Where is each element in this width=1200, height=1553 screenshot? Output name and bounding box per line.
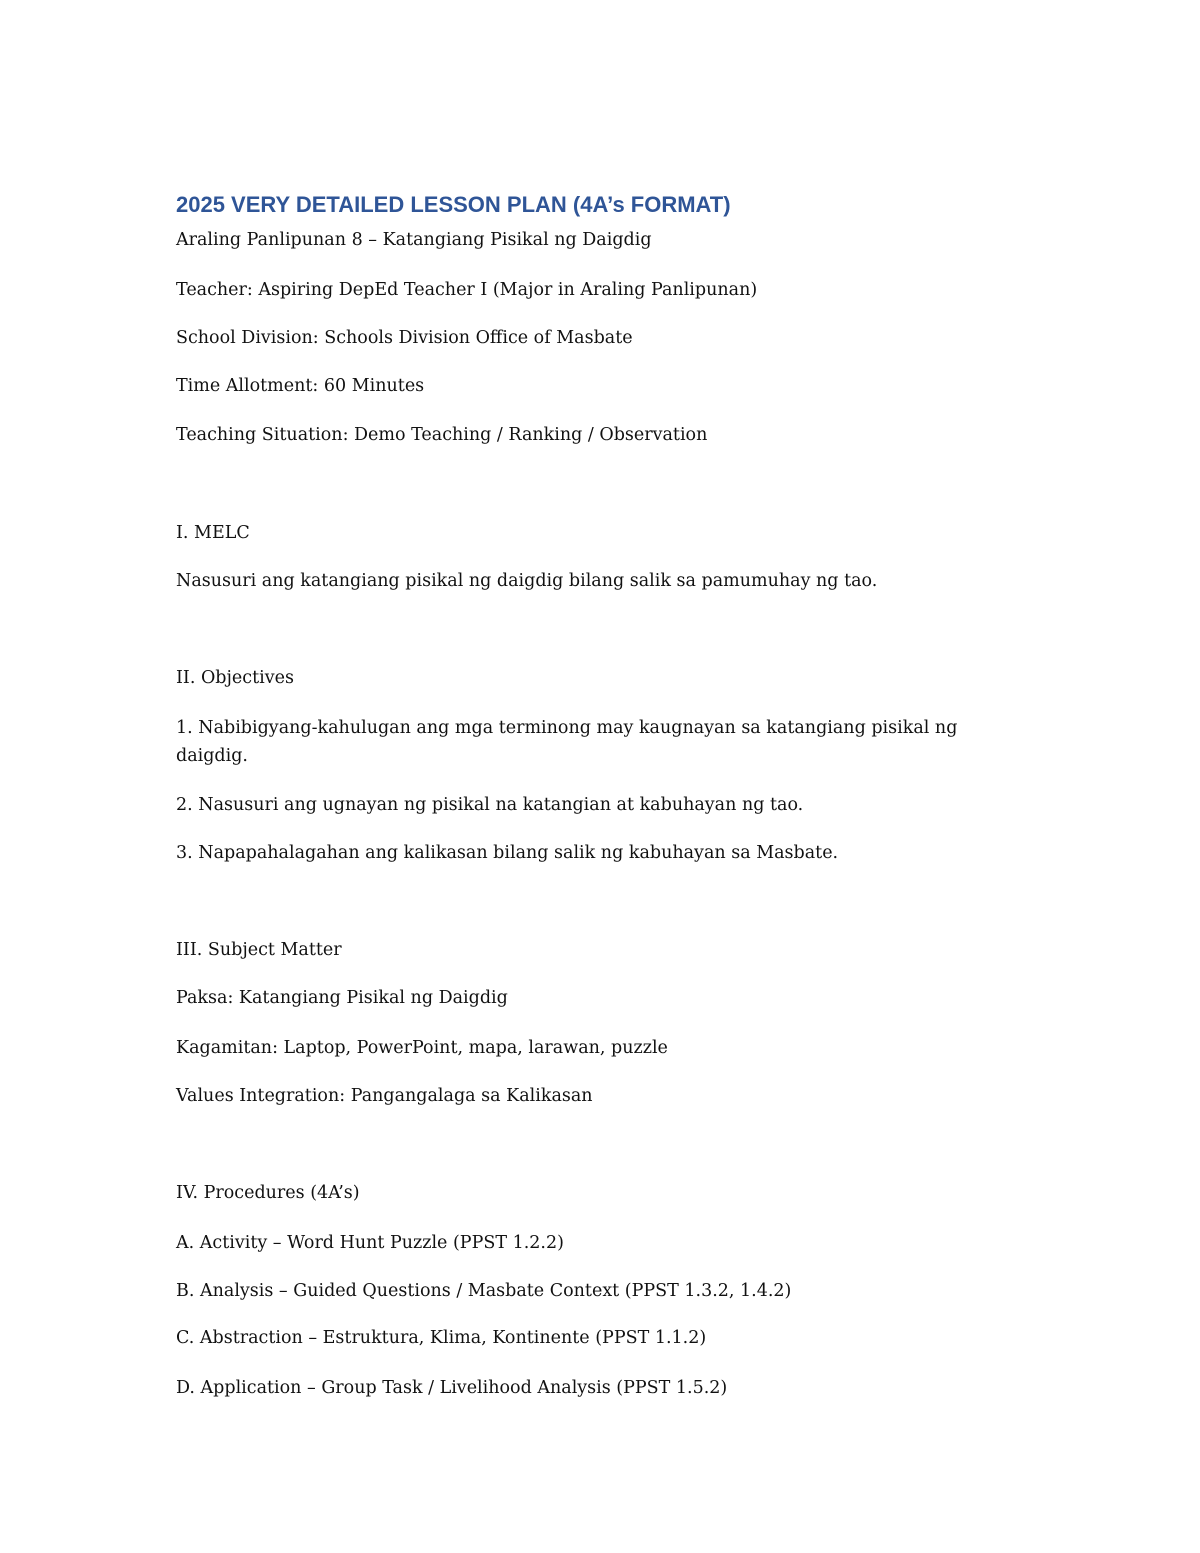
- objective-item: 3. Napapahalagahan ang kalikasan bilang salik ng kabuhayan sa Masbate.: [176, 843, 839, 863]
- subject-matter-item: Paksa: Katangiang Pisikal ng Daigdig: [176, 988, 508, 1008]
- objective-item: 1. Nabibigyang-kahulugan ang mga terminong may kaugnayan sa katangiang pisikal ng daigdig.: [176, 718, 958, 766]
- time-allotment-line: Time Allotment: 60 Minutes: [176, 376, 425, 396]
- subject-line: Araling Panlipunan 8 – Katangiang Pisikal ng Daigdig: [176, 230, 652, 250]
- procedure-item: D. Application – Group Task / Livelihood Analysis (PPST 1.5.2): [176, 1378, 728, 1398]
- teacher-line: Teacher: Aspiring DepEd Teacher I (Major in Araling Panlipunan): [176, 280, 758, 300]
- school-division-line: School Division: Schools Division Office of Masbate: [176, 328, 633, 348]
- subject-matter-item: Kagamitan: Laptop, PowerPoint, mapa, larawan, puzzle: [176, 1038, 668, 1058]
- teaching-situation-line: Teaching Situation: Demo Teaching / Ranking / Observation: [176, 425, 708, 445]
- melc-text: Nasusuri ang katangiang pisikal ng daigdig bilang salik sa pamumuhay ng tao.: [176, 571, 878, 591]
- procedure-item: B. Analysis – Guided Questions / Masbate Context (PPST 1.3.2, 1.4.2): [176, 1281, 792, 1301]
- melc-heading: I. MELC: [176, 523, 250, 543]
- subject-matter-item: Values Integration: Pangangalaga sa Kalikasan: [176, 1086, 593, 1106]
- subject-matter-heading: III. Subject Matter: [176, 940, 342, 960]
- document-title: 2025 VERY DETAILED LESSON PLAN (4A’s FORMAT): [176, 192, 731, 217]
- objective-item: 2. Nasusuri ang ugnayan ng pisikal na katangian at kabuhayan ng tao.: [176, 795, 804, 815]
- procedure-item: C. Abstraction – Estruktura, Klima, Kontinente (PPST 1.1.2): [176, 1328, 707, 1348]
- procedure-item: A. Activity – Word Hunt Puzzle (PPST 1.2.2): [176, 1233, 564, 1253]
- procedures-heading: IV. Procedures (4A’s): [176, 1183, 360, 1203]
- objectives-heading: II. Objectives: [176, 668, 294, 688]
